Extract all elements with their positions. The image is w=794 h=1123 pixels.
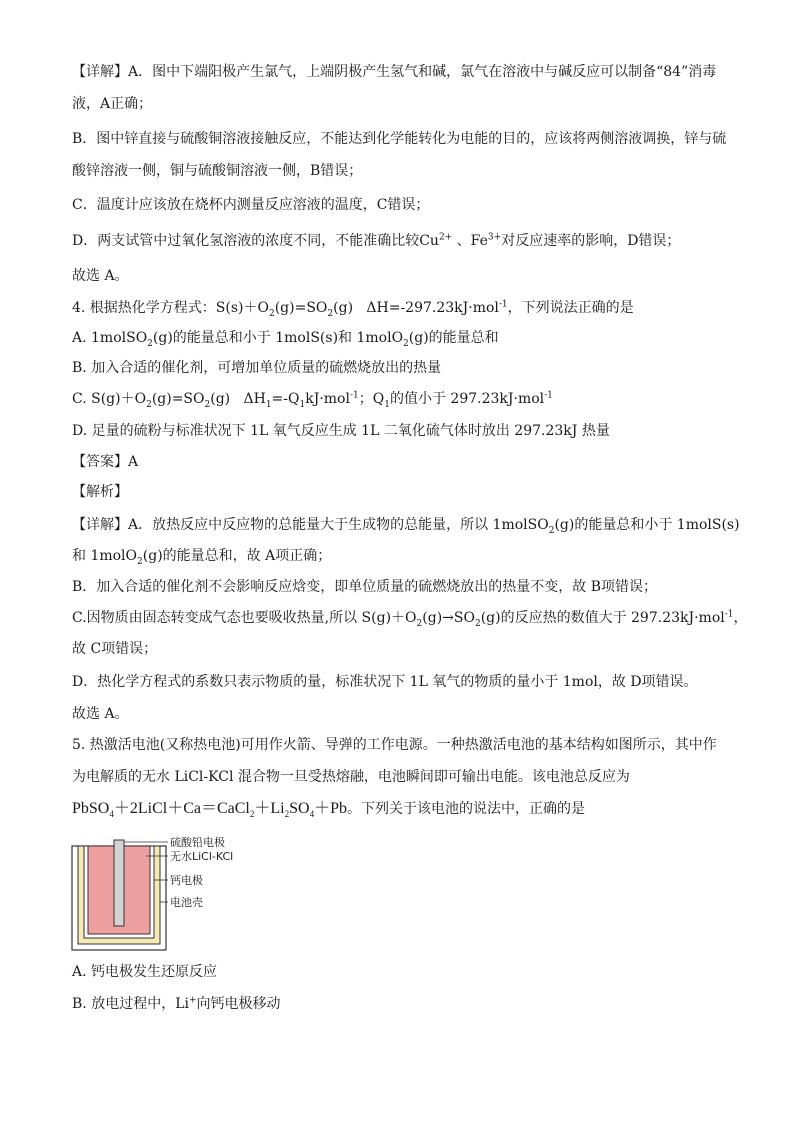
q4-detail-a-line1: 【详解】A．放热反应中反应物的总能量大于生成物的总能量，所以 1molSO$_2$(g)的能量总和小于 1molS(s) <box>72 517 740 536</box>
q3-conclusion: 故选 A。 <box>72 268 129 284</box>
q5-stem-line2: 为电解质的无水 LiCl-KCl 混合物一旦受热熔融，电池瞬间即可输出电能。该电池总反应为 <box>72 769 630 785</box>
q3-detail-a-line2: 液，A正确； <box>72 96 153 112</box>
q5-total-reaction: $PbSO_4+2LiCl+Ca=CaCl_2+Li_2SO_4+Pb$。下列关于该电池的说法中，正确的是 <box>72 800 585 820</box>
label-calcium: 钙电极 <box>170 874 203 887</box>
q5-option-b: B. 放电过程中，Li+向钙电极移动 <box>72 995 281 1012</box>
q4-option-a: A. 1molSO$_2$(g)的能量总和小于 1molS(s)和 1molO$_2$(g)的能量总和 <box>72 330 499 349</box>
q4-detail-d: D．热化学方程式的系数只表示物质的量，标准状况下 1L 氧气的物质的量小于 1mol，故 D项错误。 <box>72 674 698 690</box>
q4-detail-c-line2: 故 C项错误； <box>72 641 158 657</box>
q4-answer: 【答案】A <box>72 454 139 470</box>
q5-stem-line1: 5. 热激活电池(又称热电池)可用作火箭、导弹的工作电源。一种热激活电池的基本结构如图所示，其中作 <box>72 737 717 753</box>
q3-detail-b-line1: B．图中锌直接与硫酸铜溶液接触反应，不能达到化学能转化为电能的目的，应该将两侧溶液调换，锌与硫 <box>72 131 727 147</box>
label-electrolyte: 无水LiCl-KCl <box>170 850 234 863</box>
q4-option-b: B. 加入合适的催化剂，可增加单位质量的硫燃烧放出的热量 <box>72 360 442 376</box>
q3-detail-c: C．温度计应该放在烧杯内测量反应溶液的温度，C错误； <box>72 197 430 213</box>
q3-detail-a-line1: 【详解】A．图中下端阳极产生氯气，上端阴极产生氢气和碱，氯气在溶液中与碱反应可以制备“84”消毒 <box>72 64 717 80</box>
q4-option-c: C. $S(g)+O_2(g)=SO_2(g)$ $\Delta H_1=-Q_1kJ\cdot mol^{-1}$；$Q_1$的值小于 297.23kJ·mol$^{-1}$ <box>72 390 553 410</box>
q4-detail-c: C.因物质由固态转变成气态也要吸收热量,所以 $S(g)+O_2(g)\to SO_2(g)$的反应热的数值大于 297.23kJ·mol$^{-1}$， <box>72 609 748 629</box>
q4-detail-a-line2: 和 1molO$_2$(g)的能量总和，故 A项正确； <box>72 548 332 567</box>
q5-option-a: A. 钙电极发生还原反应 <box>72 964 218 980</box>
lead-sulfate-electrode <box>114 840 124 926</box>
q4-conclusion: 故选 A。 <box>72 706 129 722</box>
q3-detail-b-line2: 酸锌溶液一侧，铜与硫酸铜溶液一侧，B错误； <box>72 163 363 179</box>
q4-analysis-label: 【解析】 <box>72 484 128 500</box>
q4-stem: 4. 根据热化学方程式：$S(s)+O_2(g)=SO_2(g)$ ΔH=-297.23kJ·mol$^{-1}$，下列说法正确的是 <box>72 299 634 319</box>
label-shell: 电池壳 <box>170 896 203 909</box>
q3-detail-d: D．两支试管中过氧化氢溶液的浓度不同，不能准确比较$Cu^{2+}$ 、$Fe^{3+}$对反应速率的影响，D错误； <box>72 232 681 249</box>
q4-detail-b: B．加入合适的催化剂不会影响反应焓变，即单位质量的硫燃烧放出的热量不变，故 B项错误； <box>72 579 658 595</box>
q4-option-d: D. 足量的硫粉与标准状况下 1L 氧气反应生成 1L 二氧化硫气体时放出 297.23kJ 热量 <box>72 423 610 439</box>
battery-diagram <box>70 830 330 954</box>
label-lead-sulfate: 硫酸铅电极 <box>170 836 225 849</box>
